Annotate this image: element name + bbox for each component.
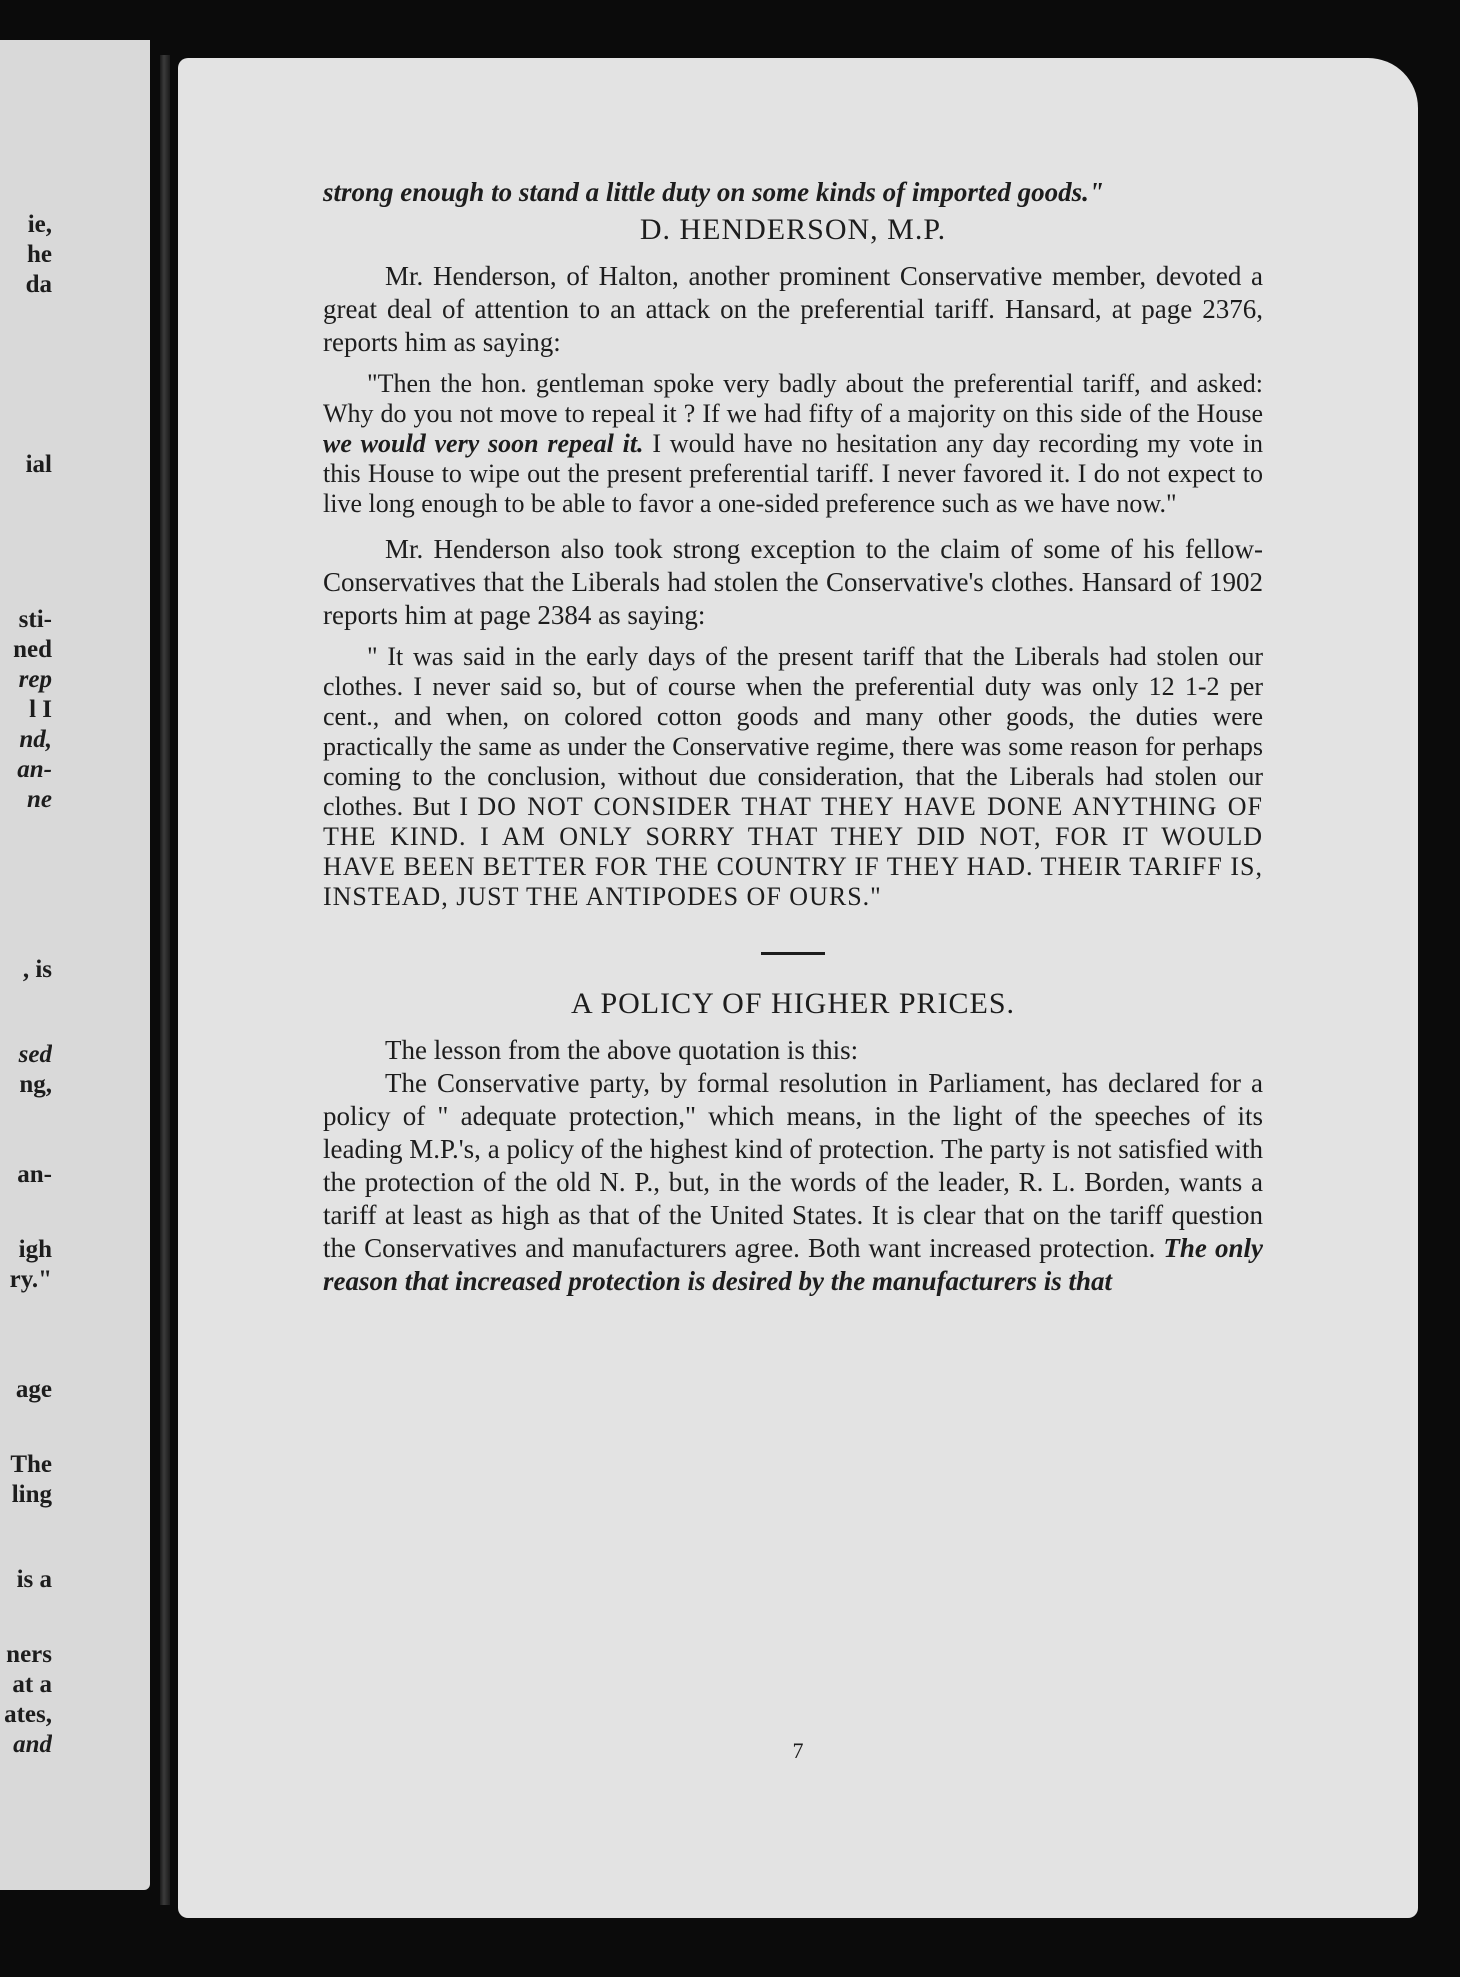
left-text-fragment: ng, (19, 1071, 52, 1098)
left-facing-page (0, 40, 150, 1890)
left-text-fragment: sti- (18, 606, 52, 633)
left-text-fragment: The (10, 1451, 52, 1478)
blockquote-henderson-1 (323, 369, 1263, 519)
left-text-fragment: igh (18, 1236, 52, 1263)
left-text-fragment: l I (29, 696, 52, 723)
paragraph-henderson-exception: Mr. Henderson also took strong exception to the claim of some of his fellow-Conservatives that the Liberals had stolen the Conservative's clothes. Hansard of 1902 reports him at page 2384 as saying: (323, 534, 1263, 630)
blockquote-henderson-2 (323, 642, 1263, 912)
left-text-fragment: at a (12, 1671, 52, 1698)
paragraph-lesson: The lesson from the above quotation is this: (385, 1035, 859, 1065)
left-text-fragment: ne (27, 786, 52, 813)
left-text-fragment: ry." (9, 1266, 52, 1293)
page-number: 7 (792, 1738, 804, 1763)
quote-text: " It was said in the early days of the present tariff that the Liberals had stolen our clothes. I never said so, but of course when the preferential duty was only 12 1-2 per cent., and when, on colored cotton goods and many other goods, the duties were practically the same as under the Conservative regime, there was some reason for perhaps coming to the conclusion, without due consideration, that the Liberals had stolen our clothes. But I (323, 642, 1263, 821)
main-page (178, 58, 1418, 1918)
quote-caps-emphasis: DO NOT CONSIDER THAT THEY HAVE DONE ANYTHING OF THE KIND. I AM ONLY SORRY THAT THEY DID NOT, FOR IT WOULD HAVE BEEN BETTER FOR THE COUNTRY IF THEY HAD. THEIR TARIFF IS, INSTEAD, JUST THE ANTIPODES OF OURS." (323, 792, 1264, 911)
paragraph-conservative-party (323, 1067, 1263, 1298)
left-text-fragment: da (25, 271, 52, 298)
left-text-fragment: he (27, 241, 52, 268)
page-content (323, 178, 1263, 1298)
left-text-fragment: an- (17, 756, 52, 783)
left-text-fragment: ie, (27, 211, 52, 238)
left-text-fragment: nd, (19, 726, 52, 753)
left-text-fragment: an- (17, 1161, 52, 1188)
left-text-fragment: rep (18, 666, 52, 693)
intro-quote-ending: strong enough to stand a little duty on some kinds of imported goods." (323, 177, 1104, 207)
quote-emphasis: we would very soon repeal it. (323, 429, 644, 458)
quote-text: "Then the hon. gentleman spoke very badly about the preferential tariff, and asked: Why do you not move to repeal it ? If we had fifty of a majority on this side of the House (323, 369, 1263, 428)
book-gutter (160, 55, 170, 1905)
left-text-fragment: ates, (4, 1701, 52, 1728)
quote-text: I would have no hesitation any day recording my vote in this House to wipe out the present preferential tariff. I never favored it. I do not expect to live long enough to be able to favor a one-sided preference such as we have now." (323, 429, 1264, 518)
left-text-fragment: sed (18, 1041, 52, 1068)
paragraph-text: The Conservative party, by formal resolution in Parliament, has declared for a policy of " adequate protection," which means, in the light of the speeches of its leading M.P.'s, a policy of the highest kind of protection. The party is not satisfied with the protection of the old N. P., but, in the words of the leader, R. L. Borden, wants a tariff at least as high as that of the United States. It is clear that on the tariff question the Conservatives and manufacturers agree. Both want increased protection. (323, 1068, 1263, 1263)
left-text-fragment: and (13, 1731, 52, 1758)
left-text-fragment: ling (11, 1481, 52, 1508)
left-text-fragment: is a (16, 1566, 52, 1593)
left-text-fragment: ned (13, 636, 52, 663)
paragraph-henderson-intro: Mr. Henderson, of Halton, another prominent Conservative member, devoted a great deal of attention to an attack on the preferential tariff. Hansard, at page 2376, reports him as saying: (323, 261, 1263, 357)
left-text-fragment: , is (22, 956, 52, 983)
section-heading-policy: A POLICY OF HIGHER PRICES. (570, 987, 1016, 1020)
left-text-fragment: ners (6, 1641, 52, 1668)
left-text-fragment: ial (25, 451, 52, 478)
paragraph-emphasis: The only reason that increased protection is desired by the manufacturers is that (323, 1233, 1263, 1296)
left-text-fragment: age (15, 1376, 52, 1403)
section-divider (761, 952, 825, 955)
section-heading-henderson: D. HENDERSON, M.P. (639, 213, 947, 246)
